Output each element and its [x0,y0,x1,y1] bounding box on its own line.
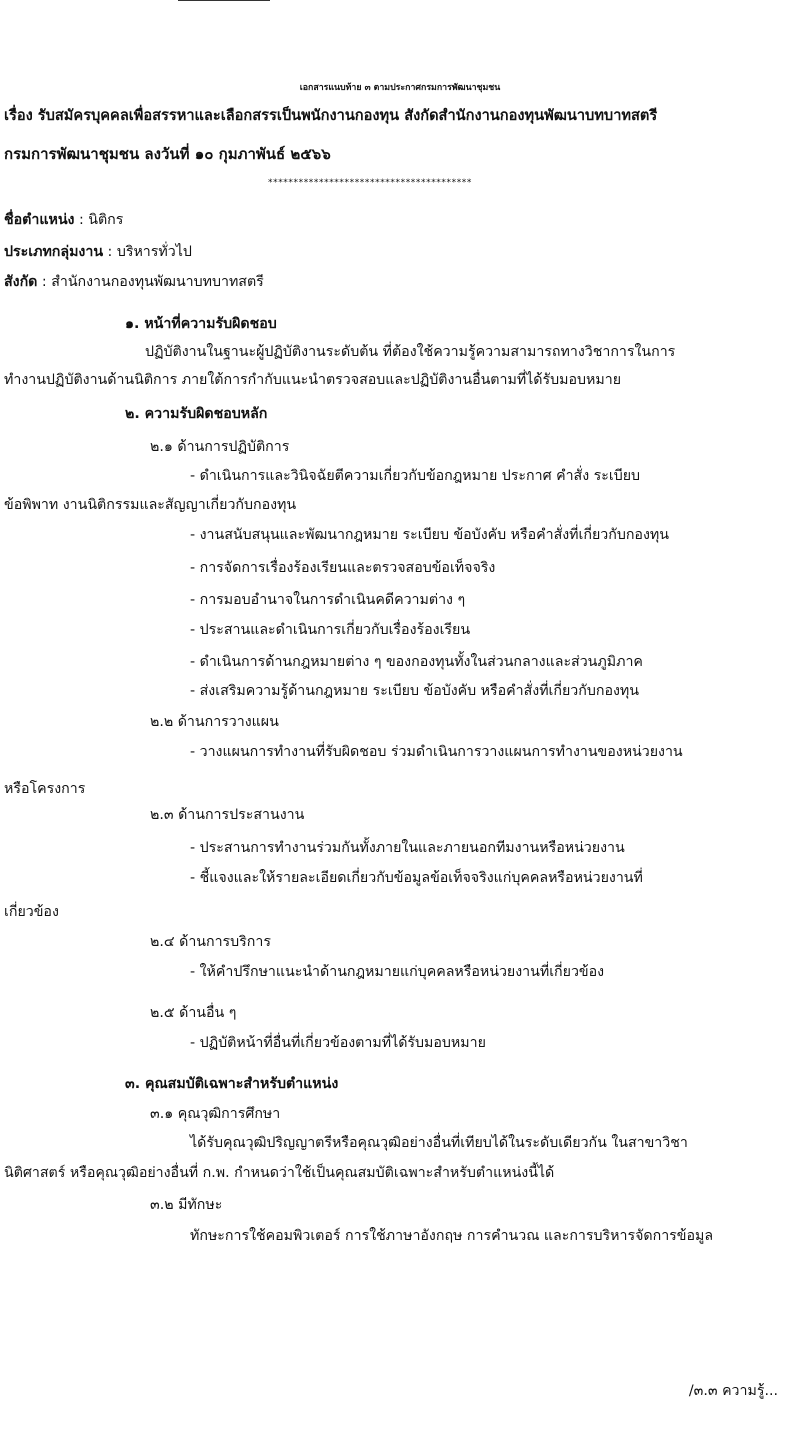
section-1-title: ๑. หน้าที่ความรับผิดชอบ [125,316,277,332]
position-value: : นิติกร [74,212,124,228]
section-2-title: ๒. ความรับผิดชอบหลัก [125,406,268,422]
position-row [4,210,123,230]
position-label: ชื่อตำแหน่ง [4,212,75,228]
continuation-note: /๓.๓ ความรู้... [688,1383,778,1399]
subsection-3-2-title: ๓.๒ มีทักษะ [150,1197,223,1213]
separator: **************************************** [268,178,472,188]
s21-bullet-3: - การจัดการเรื่องร้องเรียนและตรวจสอบข้อเท็จจริง [190,560,496,576]
s31-paragraph-line-2: นิติศาสตร์ หรือคุณวุฒิอย่างอื่นที่ ก.พ. กำหนดว่าใช้เป็นคุณสมบัติเฉพาะสำหรับตำแหน่งนี้ได้ [4,1165,555,1181]
s32-paragraph-line-1: ทักษะการใช้คอมพิวเตอร์ การใช้ภาษาอังกฤษ การคำนวณ และการบริหารจัดการข้อมูล [190,1228,714,1244]
subsection-2-3-title: ๒.๓ ด้านการประสานงาน [150,807,305,823]
s31-paragraph-line-1: ได้รับคุณวุฒิปริญญาตรีหรือคุณวุฒิอย่างอื่นที่เทียบได้ในระดับเดียวกัน ในสาขาวิชา [190,1135,688,1151]
subsection-2-1-title: ๒.๑ ด้านการปฏิบัติการ [150,439,290,455]
subsection-2-5-title: ๒.๕ ด้านอื่น ๆ [150,1005,237,1021]
s25-bullet-1: - ปฏิบัติหน้าที่อื่นที่เกี่ยวข้องตามที่ได้รับมอบหมาย [190,1035,486,1051]
group-label: ประเภทกลุ่มงาน [4,244,104,260]
subsection-2-4-title: ๒.๔ ด้านการบริการ [150,934,271,950]
s23-bullet-2-line-1: - ชี้แจงและให้รายละเอียดเกี่ยวกับข้อมูลข้อเท็จจริงแก่บุคคลหรือหน่วยงานที่ [190,870,643,886]
header-line-1: เอกสารแนบท้าย ๓ ตามประกาศกรมการพัฒนาชุมชน [299,83,501,93]
s21-bullet-2: - งานสนับสนุนและพัฒนากฎหมาย ระเบียบ ข้อบังคับ หรือคำสั่งที่เกี่ยวกับกองทุน [190,527,669,543]
subsection-3-1-title: ๓.๑ คุณวุฒิการศึกษา [150,1106,281,1122]
s23-bullet-2-line-2: เกี่ยวข้อง [4,904,59,920]
section-3-title: ๓. คุณสมบัติเฉพาะสำหรับตำแหน่ง [125,1076,339,1092]
group-value: : บริหารทั่วไป [103,244,192,260]
top-rule [178,0,270,1]
affiliation-value: : สำนักงานกองทุนพัฒนาบทบาทสตรี [37,274,264,290]
s21-bullet-5: - ประสานและดำเนินการเกี่ยวกับเรื่องร้องเรียน [190,622,471,638]
group-row [4,242,192,262]
s21-bullet-4: - การมอบอำนาจในการดำเนินคดีความต่าง ๆ [190,592,466,608]
s21-bullet-7: - ส่งเสริมความรู้ด้านกฎหมาย ระเบียบ ข้อบังคับ หรือคำสั่งที่เกี่ยวกับกองทุน [190,683,639,699]
s21-bullet-6: - ดำเนินการด้านกฎหมายต่าง ๆ ของกองทุนทั้งในส่วนกลางและส่วนภูมิภาค [190,654,643,670]
header-line-2: เรื่อง รับสมัครบุคคลเพื่อสรรหาและเลือกสรรเป็นพนักงานกองทุน สังกัดสำนักงานกองทุนพัฒนาบทบาทสตรี [4,107,658,124]
s21-bullet-1-line-2: ข้อพิพาท งานนิติกรรมและสัญญาเกี่ยวกับกองทุน [4,497,297,513]
s24-bullet-1: - ให้คำปรึกษาแนะนำด้านกฎหมายแก่บุคคลหรือหน่วยงานที่เกี่ยวข้อง [190,964,605,980]
s23-bullet-1: - ประสานการทำงานร่วมกันทั้งภายในและภายนอกทีมงานหรือหน่วยงาน [190,840,625,856]
section-1-paragraph-line-2: ทำงานปฏิบัติงานด้านนิติการ ภายใต้การกำกับแนะนำตรวจสอบและปฏิบัติงานอื่นตามที่ได้รับมอบหมาย [4,372,622,388]
affiliation-label: สังกัด [4,274,38,290]
section-1-paragraph-line-1: ปฏิบัติงานในฐานะผู้ปฏิบัติงานระดับต้น ที่ต้องใช้ความรู้ความสามารถทางวิชาการในการ [145,344,676,360]
s22-bullet-1-line-1: - วางแผนการทำงานที่รับผิดชอบ ร่วมดำเนินการวางแผนการทำงานของหน่วยงาน [190,744,683,760]
s21-bullet-1-line-1: - ดำเนินการและวินิจฉัยตีความเกี่ยวกับข้อกฎหมาย ประกาศ คำสั่ง ระเบียบ [190,468,641,484]
header-line-3: กรมการพัฒนาชุมชน ลงวันที่ ๑๐ กุมภาพันธ์ ๒๕๖๖ [4,145,331,163]
subsection-2-2-title: ๒.๒ ด้านการวางแผน [150,714,279,730]
affiliation-row [4,272,264,292]
s22-bullet-1-line-2: หรือโครงการ [4,781,86,797]
